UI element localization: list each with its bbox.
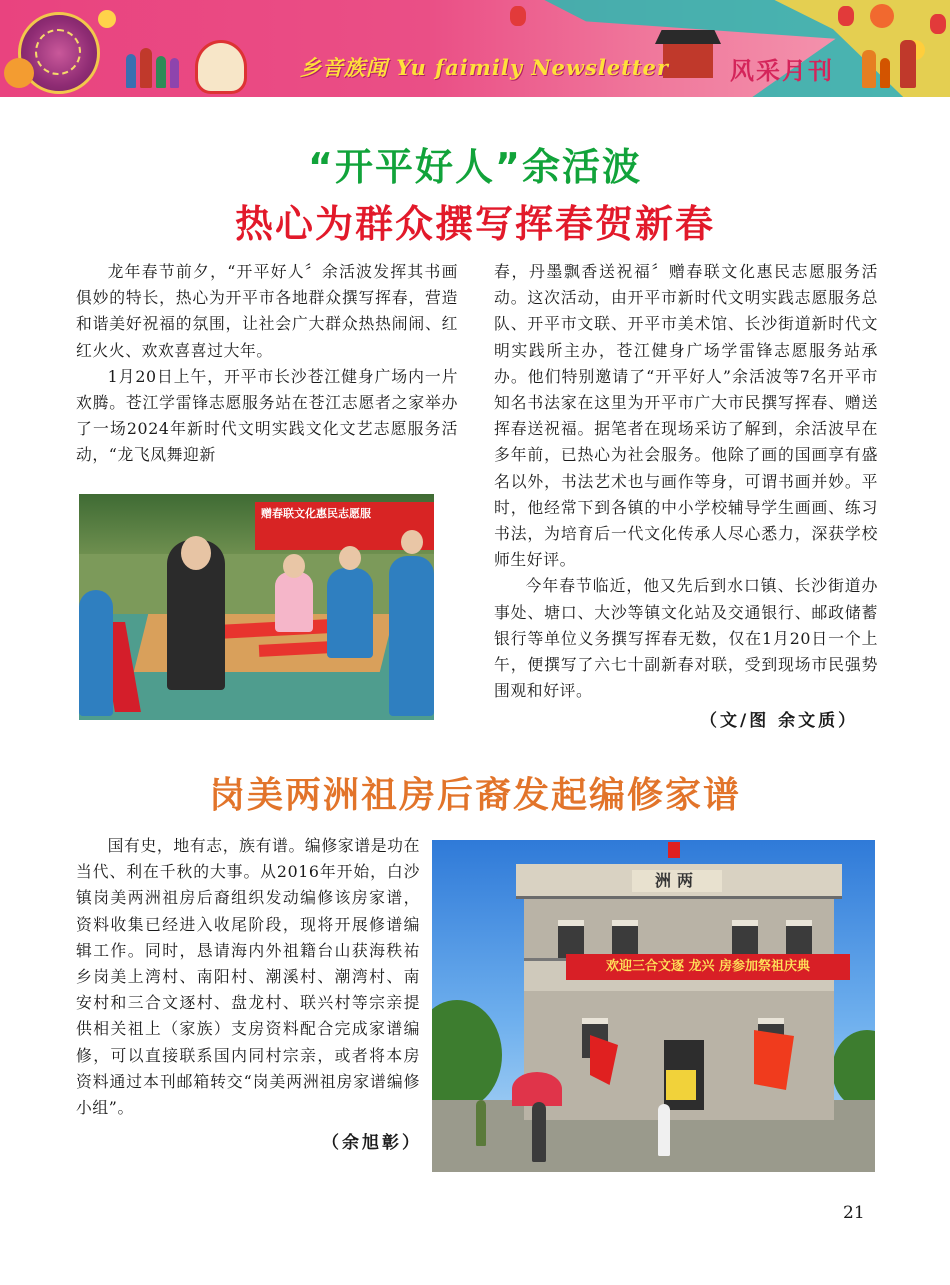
person-illustration — [170, 58, 179, 88]
article1-headline-line1: “开平好人”余活波 — [308, 145, 642, 189]
article2-photo — [432, 840, 875, 1172]
lantern-icon — [510, 6, 526, 26]
article1-paragraph: 今年春节临近，他又先后到水口镇、长沙街道办事处、塘口、大沙等镇文化站及交通银行、邮政储蓄银行等单位义务撰写挥春无数，仅在1月20日一个上午，便撰写了六七十副新春对联，受到现场市民强势围观和好评。 — [494, 576, 878, 701]
article2-paragraph: 国有史，地有志，族有谱。编修家谱是功在当代、利在千秋的大事。从2016年开始，白沙镇岗美两洲祖房后裔组织发动编修该房家谱，资料收集已经进入收尾阶段，现将开展修谱编辑工作。同时，恳请海内外祖籍台山获海秩祐乡岗美上湾村、南阳村、潮溪村、潮湾村、南安村和三合文逐村、盘龙村、联兴村等宗亲提供相关祖上（家族）支房资料配合完成家谱编修，可以直接联系国内同村宗亲，或者将本房资料通过本刊邮箱转交“岗美两洲祖房家谱编修小组”。 — [76, 836, 420, 1118]
person-illustration — [156, 56, 166, 88]
person-illustration — [862, 50, 876, 88]
lantern-icon — [930, 14, 946, 34]
article2-headline: 岗美两洲祖房后裔发起编修家谱 — [208, 775, 741, 816]
article1-paragraph: 龙年春节前夕，“开平好人〞余活波发挥其书画俱妙的特长，热心为开平市各地群众撰写挥春，营造和谐美好祝福的氛围，让社会广大群众热热闹闹、红红火火、欢欢喜喜过大年。 — [76, 262, 458, 360]
article2-column — [76, 833, 420, 1121]
ceremony-banner-text: 欢迎三合文逐 龙兴 房参加祭祖庆典 — [566, 954, 850, 980]
person-illustration — [140, 48, 152, 88]
person-illustration — [126, 54, 136, 88]
building-plaque: 洲两 — [632, 870, 722, 892]
person-illustration — [880, 58, 890, 88]
article1-left-column — [76, 259, 458, 469]
page-number: 21 — [843, 1203, 865, 1223]
flower-icon — [98, 10, 116, 28]
person-illustration — [900, 40, 916, 88]
flower-icon — [870, 4, 894, 28]
lantern-icon — [838, 6, 854, 26]
article1-byline: （文/图 余文质） — [700, 711, 859, 731]
article1-photo — [79, 494, 434, 720]
event-banner-text: 赠春联文化惠民志愿服 — [255, 502, 434, 550]
article1-paragraph: 春，丹墨飘香送祝福〞赠春联文化惠民志愿服务活动。这次活动，由开平市新时代文明实践志愿服务总队、开平市文联、开平市美术馆、长沙街道新时代文明实践所主办，苍江健身广场学雷锋志愿服务站承办。他们特别邀请了“开平好人”余活波等7名开平市知名书法家在这里为开平市广大市民撰写挥春、赠送挥春送祝福。据笔者在现场采访了解到，余活波早在多年前，已热心为社会服务。他除了画的国画享有盛名以外，书法艺术也与画作等身，可谓书画并妙。平时，他经常下到各镇的中小学校辅导学生画画、练习书法，为培育后一代文化传承人尽心悉力，深获学校师生好评。 — [494, 262, 878, 570]
article1-right-column — [494, 259, 878, 704]
section-label: 风采月刊 — [730, 56, 834, 85]
newsletter-title: 乡音族闻 Yu faimily Newsletter — [300, 55, 669, 80]
flower-icon — [4, 58, 34, 88]
article1-paragraph: 1月20日上午，开平市长沙苍江健身广场内一片欢腾。苍江学雷锋志愿服务站在苍江志愿者之家举办了一场2024年新时代文明实践文化文艺志愿服务活动，“龙飞凤舞迎新 — [76, 366, 458, 465]
header-banner — [0, 0, 950, 97]
lion-dance-icon — [195, 40, 247, 94]
article1-headline-line2: 热心为群众撰写挥春贺新春 — [234, 202, 715, 246]
article2-byline: （余旭彰） — [322, 1133, 422, 1153]
